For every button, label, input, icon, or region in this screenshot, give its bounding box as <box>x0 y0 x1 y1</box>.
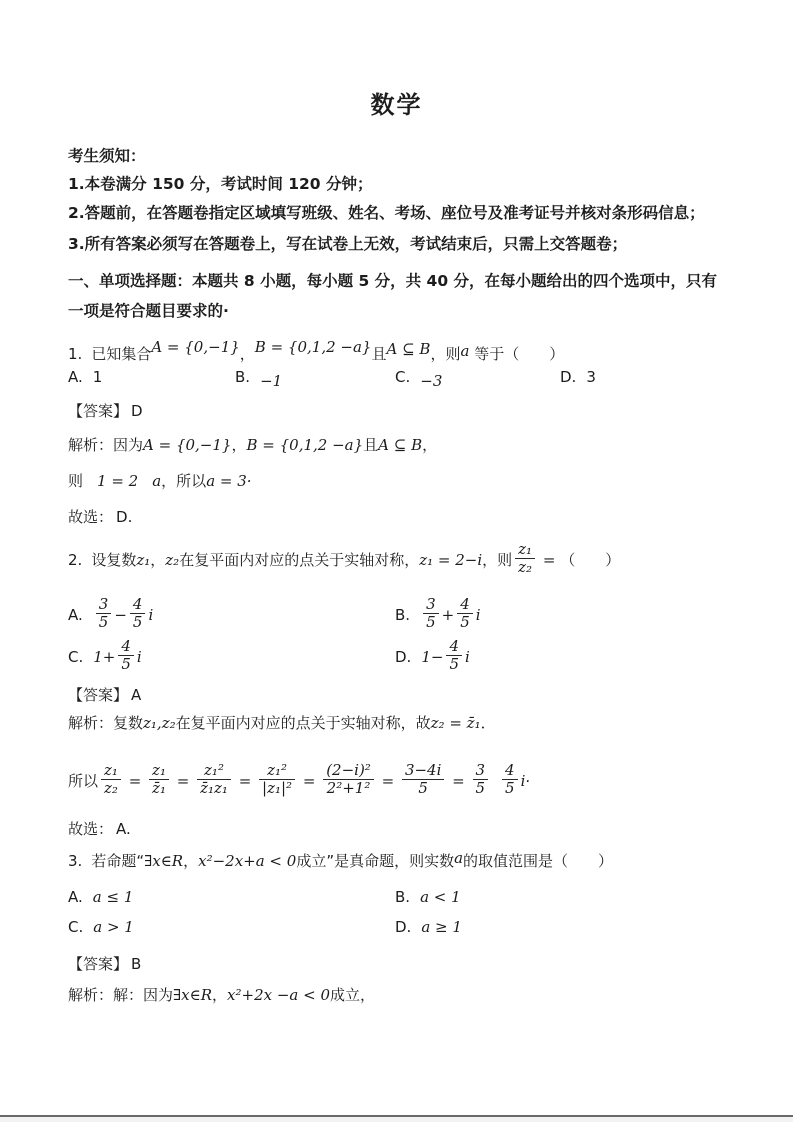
question-3-answer-line <box>68 953 141 975</box>
fraction-denominator: |z₁|² <box>262 779 293 797</box>
fraction-numerator: z₁² <box>259 762 295 780</box>
math-text: i <box>148 606 154 624</box>
answer-tag: 【答案】 <box>68 955 129 973</box>
text: ， <box>150 551 166 569</box>
math-text: −1 <box>260 372 283 390</box>
option-a-value <box>93 368 103 386</box>
fraction-numerator: z₁ <box>101 762 121 780</box>
text: ，所以 <box>161 472 207 490</box>
math-text: B = {0,1,2 −a} <box>254 338 372 356</box>
math-text: A = {0,−1} <box>151 338 240 356</box>
math-text: ∃x∈R <box>144 852 184 870</box>
fraction <box>197 762 231 797</box>
question-1-answer-line <box>68 400 143 422</box>
text: 3 <box>586 368 596 386</box>
fraction <box>101 762 121 797</box>
fraction <box>96 596 112 631</box>
conclusion-prefix: 故选： <box>68 508 114 526</box>
fraction-denominator: 5 <box>121 655 131 673</box>
notice-item-1: 1.本卷满分 150 分，考试时间 120 分钟； <box>68 175 373 193</box>
fraction-denominator: 5 <box>449 655 459 673</box>
question-3-stem <box>91 849 614 870</box>
text: ， <box>212 986 228 1004</box>
section-header-line-1: 一、单项选择题：本题共 8 小题，每小题 5 分，共 40 分，在每小题给出的四个选项中，只有 <box>68 272 718 290</box>
option-c-value <box>420 368 443 390</box>
math-text: a ≤ 1 <box>92 888 134 906</box>
math-text: −3 <box>420 372 443 390</box>
fraction-denominator: 5 <box>475 779 486 797</box>
math-text: a < 1 <box>420 888 461 906</box>
fraction-denominator: z̄₁ <box>152 779 166 797</box>
text: 设复数 <box>91 551 137 569</box>
question-3-number: 3. <box>68 852 83 870</box>
answer-tag: 【答案】 <box>68 402 129 420</box>
conclusion-letter: D. <box>116 508 133 526</box>
math-text: 1 = 2 <box>97 472 139 490</box>
math-text: z₂ <box>165 551 180 569</box>
option-c-label: C. <box>68 648 84 666</box>
text: ， <box>422 436 438 454</box>
section-header-line-2: 一项是符合题目要求的· <box>68 302 229 320</box>
page-title: 数学 <box>370 91 423 119</box>
text: 成立”是真命题，则实数 <box>296 852 455 870</box>
question-3-option-a <box>68 886 133 908</box>
text: ， <box>183 852 199 870</box>
fraction-numerator: 4 <box>502 762 518 780</box>
math-text: x²−2x+a < 0 <box>198 852 297 870</box>
math-text: x²+2x −a < 0 <box>227 986 331 1004</box>
question-3-solution-line-1 <box>68 984 375 1006</box>
fraction-denominator: 5 <box>132 613 143 631</box>
fraction-numerator: 4 <box>457 596 473 614</box>
question-1-option-c <box>395 366 442 392</box>
fraction-denominator: 5 <box>460 613 470 631</box>
notice-item-2: 2.答题前，在答题卷指定区域填写班级、姓名、考场、座位号及准考证号并核对条形码信息； <box>68 204 705 222</box>
question-1-option-b <box>235 366 282 392</box>
math-text: z₁ = 2−i <box>419 551 483 569</box>
text: （ ） <box>560 551 621 569</box>
text: ， <box>239 345 255 363</box>
math-text: = <box>233 772 257 790</box>
conclusion-prefix: 故选： <box>68 820 114 838</box>
question-2-solution-line-1 <box>68 712 496 734</box>
option-a-value <box>93 888 134 906</box>
math-text: i <box>136 648 142 666</box>
text: 所以 <box>68 772 99 790</box>
math-text: a = 3· <box>206 472 252 490</box>
text: 则 <box>68 472 84 490</box>
math-text: A = {0,−1} <box>143 436 232 454</box>
fraction-numerator: 4 <box>446 638 462 656</box>
option-d-label: D. <box>395 648 412 666</box>
conclusion-letter: A. <box>116 820 131 838</box>
fraction-numerator: z₁² <box>197 762 231 780</box>
text: 在复平面内对应的点关于实轴对称，故 <box>175 714 431 732</box>
math-text: a <box>460 342 470 360</box>
fraction <box>118 638 134 673</box>
math-text: i <box>465 648 470 666</box>
math-text: i <box>475 606 481 624</box>
math-text: − <box>114 606 127 624</box>
math-text: a ≥ 1 <box>421 918 462 936</box>
answer-letter: D <box>131 402 143 420</box>
option-d-value <box>586 368 596 386</box>
fraction <box>502 762 518 797</box>
question-2-answer-line <box>68 684 141 706</box>
question-3-stem-line <box>68 847 613 872</box>
math-text: + <box>441 606 455 624</box>
fraction <box>259 762 295 797</box>
text: 若命题“ <box>91 852 145 870</box>
option-d-value <box>421 918 462 936</box>
text: 解析：因为 <box>68 436 144 454</box>
math-text: = <box>123 772 147 790</box>
text: 的取值范围是（ ） <box>463 852 614 870</box>
fraction <box>457 596 473 631</box>
text: 等于（ ） <box>469 345 565 363</box>
question-2-number: 2. <box>68 551 83 569</box>
text: 解析：解：因为 <box>68 986 174 1004</box>
fraction-denominator: 5 <box>418 779 428 797</box>
notice-header: 考生须知： <box>68 147 146 165</box>
fraction-numerator: 3 <box>423 596 439 614</box>
text: 解析：复数 <box>68 714 144 732</box>
math-text: A ⊆ B <box>378 436 423 454</box>
option-c-label: C. <box>68 918 84 936</box>
text: 且 <box>363 436 379 454</box>
question-1-solution-line-2 <box>68 470 252 492</box>
fraction <box>149 762 169 797</box>
question-1-stem <box>91 338 565 363</box>
option-d-label: D. <box>560 368 577 386</box>
fraction-denominator: z₂ <box>104 779 118 797</box>
question-3-option-b <box>395 886 461 908</box>
fraction-numerator: 3 <box>96 596 112 614</box>
math-text: 1− <box>421 648 444 666</box>
question-1-stem-line <box>68 336 564 365</box>
page-separator-shadow <box>0 1117 793 1122</box>
option-a-label: A. <box>68 606 83 624</box>
question-1-option-d <box>560 366 596 388</box>
math-text: = <box>298 772 321 790</box>
fraction-numerator: (2−i)² <box>323 762 374 780</box>
fraction-denominator: 5 <box>505 779 515 797</box>
question-1-number: 1. <box>68 345 83 363</box>
fraction-numerator: 4 <box>118 638 134 656</box>
fraction <box>515 541 535 576</box>
question-2-option-d <box>395 638 470 676</box>
answer-letter: A <box>131 686 142 704</box>
fraction <box>423 596 439 631</box>
question-3-option-c <box>68 916 134 938</box>
math-text: = <box>376 772 399 790</box>
fraction <box>130 596 146 631</box>
question-1-option-a <box>68 366 102 388</box>
question-2-stem <box>91 540 621 576</box>
option-b-label: B. <box>235 368 251 386</box>
answer-letter: B <box>131 955 142 973</box>
math-text: B = {0,1,2 −a} <box>246 436 364 454</box>
option-d-label: D. <box>395 918 412 936</box>
text: ． <box>480 714 496 732</box>
text: 在复平面内对应的点关于实轴对称， <box>179 551 420 569</box>
option-c-value <box>93 918 134 936</box>
math-text: z₁ <box>136 551 151 569</box>
question-3-option-d <box>395 916 462 938</box>
fraction <box>323 762 374 797</box>
math-text: a <box>152 472 162 490</box>
question-2-option-a <box>68 596 153 634</box>
answer-tag: 【答案】 <box>68 686 129 704</box>
math-text: A ⊆ B <box>386 340 431 358</box>
math-text: = <box>538 551 561 569</box>
fraction-denominator: z̄₁z₁ <box>200 779 228 797</box>
math-text: a <box>454 849 464 867</box>
math-text: ∃x∈R <box>173 986 213 1004</box>
fraction-numerator: 3−4i <box>402 762 444 780</box>
math-text: i· <box>520 772 531 790</box>
option-b-label: B. <box>395 888 411 906</box>
text: ，则 <box>430 345 461 363</box>
fraction-numerator: z₁ <box>515 541 535 559</box>
option-c-value <box>93 637 142 673</box>
question-2-stem-line <box>68 540 620 580</box>
option-b-value <box>260 368 283 390</box>
question-1-solution-line-1 <box>68 434 437 456</box>
fraction <box>473 762 489 797</box>
option-a-value <box>93 595 154 631</box>
notice-item-3: 3.所有答案必须写在答题卷上，写在试卷上无效，考试结束后，只需上交答题卷； <box>68 235 628 253</box>
text: ，则 <box>482 551 513 569</box>
question-1-conclusion-line <box>68 506 132 528</box>
question-2-option-c <box>68 638 142 676</box>
fraction-numerator: 4 <box>130 596 146 614</box>
text: 已知集合 <box>91 345 152 363</box>
math-text: z₂ = z̄₁ <box>430 714 481 732</box>
math-text: a > 1 <box>93 918 134 936</box>
question-2-option-b <box>395 596 481 634</box>
text: 1 <box>92 368 103 386</box>
fraction-numerator: z₁ <box>149 762 169 780</box>
math-text: = <box>447 772 470 790</box>
fraction <box>446 638 462 673</box>
option-c-label: C. <box>395 368 411 386</box>
fraction <box>402 762 444 797</box>
option-a-label: A. <box>68 368 83 386</box>
fraction-denominator: 5 <box>426 613 436 631</box>
math-text: z₁,z₂ <box>143 714 176 732</box>
question-2-conclusion-line <box>68 818 131 840</box>
question-2-solution-line-2 <box>68 756 530 806</box>
option-b-value <box>420 595 481 631</box>
math-text: = <box>171 772 195 790</box>
math-text: 1+ <box>93 648 116 666</box>
fraction-denominator: 2²+1² <box>326 779 371 797</box>
option-d-value <box>421 637 470 673</box>
option-a-label: A. <box>68 888 83 906</box>
text: 且 <box>371 345 387 363</box>
fraction-denominator: 5 <box>98 613 109 631</box>
option-b-label: B. <box>395 606 411 624</box>
text: 成立， <box>330 986 376 1004</box>
fraction-denominator: z₂ <box>518 558 533 576</box>
option-b-value <box>420 888 461 906</box>
fraction-numerator: 3 <box>473 762 489 780</box>
text: ， <box>231 436 247 454</box>
